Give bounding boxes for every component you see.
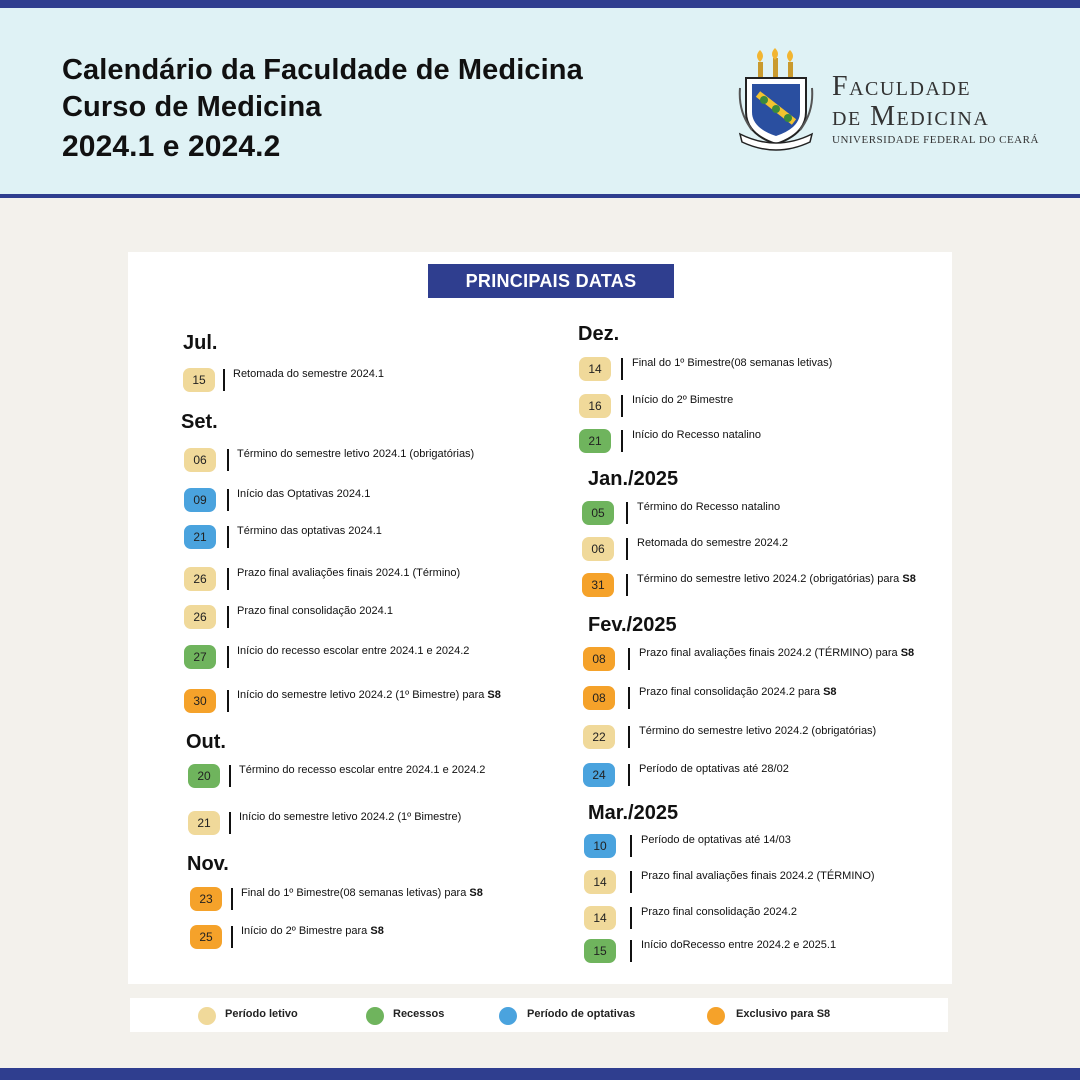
date-badge: 23 (190, 887, 222, 911)
title-line-2: Curso de Medicina (62, 91, 322, 123)
event-description: Início do Recesso natalino (632, 429, 762, 441)
faculty-logo-text (832, 72, 1039, 146)
event-description: Período de optativas até 28/02 (639, 763, 789, 775)
event-divider (227, 526, 229, 548)
date-badge: 14 (584, 870, 616, 894)
event-divider (227, 606, 229, 628)
date-badge: 08 (583, 686, 615, 710)
event-audience-tag: S8 (902, 573, 916, 585)
month-heading-fev: Fev./2025 (588, 614, 677, 636)
date-badge: 24 (583, 763, 615, 787)
event-description: Prazo final avaliações finais 2024.2 (TÉRMINO) (641, 870, 875, 882)
logo-line-2: de Medicina (832, 101, 990, 132)
month-heading-mar: Mar./2025 (588, 802, 679, 824)
date-badge: 08 (583, 647, 615, 671)
page-title (62, 52, 583, 165)
month-heading-jul: Jul. (183, 332, 218, 354)
event-description: Término do Recesso natalino (637, 501, 781, 513)
date-badge: 15 (183, 368, 215, 392)
event-description: Prazo final avaliações finais 2024.2 (TÉRMINO) para S8 (639, 647, 915, 659)
faculty-emblem-icon (736, 48, 816, 154)
event-divider (229, 812, 231, 834)
event-description: Início das Optativas 2024.1 (237, 488, 371, 500)
logo-line-1: Faculdade (832, 71, 972, 102)
legend-letivo-dot-icon (198, 1007, 216, 1025)
event-audience-tag: S8 (487, 689, 501, 701)
month-heading-jan: Jan./2025 (588, 468, 679, 490)
date-badge: 06 (184, 448, 216, 472)
legend-s8-dot-icon (707, 1007, 725, 1025)
date-badge: 21 (579, 429, 611, 453)
event-divider (621, 395, 623, 417)
event-description: Prazo final avaliações finais 2024.1 (Término) (237, 567, 461, 579)
event-divider (628, 764, 630, 786)
bottom-accent-bar (0, 1068, 1080, 1080)
event-divider (626, 502, 628, 524)
date-badge: 27 (184, 645, 216, 669)
legend-optativas-dot-icon (499, 1007, 517, 1025)
logo-line-3: UNIVERSIDADE FEDERAL DO CEARÁ (832, 134, 1039, 146)
event-divider (223, 369, 225, 391)
event-divider (628, 648, 630, 670)
event-description: Prazo final consolidação 2024.2 (641, 906, 797, 918)
event-divider (227, 449, 229, 471)
event-description: Retomada do semestre 2024.2 (637, 537, 789, 549)
month-heading-nov: Nov. (187, 853, 229, 875)
date-badge: 20 (188, 764, 220, 788)
date-badge: 10 (584, 834, 616, 858)
event-description: Início do recesso escolar entre 2024.1 e 2024.2 (237, 645, 470, 657)
event-description: Início do semestre letivo 2024.2 (1º Bimestre) para S8 (237, 689, 501, 701)
event-divider (630, 871, 632, 893)
event-description: Prazo final consolidação 2024.1 (237, 605, 393, 617)
date-badge: 31 (582, 573, 614, 597)
event-description: Término do semestre letivo 2024.1 (obrigatórias) (237, 448, 475, 460)
event-audience-tag: S8 (823, 686, 837, 698)
event-description: Início doRecesso entre 2024.2 e 2025.1 (641, 939, 837, 951)
event-divider (227, 568, 229, 590)
legend-recessos-dot-icon (366, 1007, 384, 1025)
page-header (0, 8, 1080, 198)
event-divider (227, 690, 229, 712)
date-badge: 26 (184, 567, 216, 591)
date-badge: 21 (188, 811, 220, 835)
date-badge: 09 (184, 488, 216, 512)
section-title: PRINCIPAIS DATAS (428, 264, 674, 298)
event-audience-tag: S8 (370, 925, 384, 937)
event-description: Término do recesso escolar entre 2024.1 e 2024.2 (239, 764, 486, 776)
legend-letivo-label: Período letivo (225, 1008, 298, 1020)
month-heading-out: Out. (186, 731, 226, 753)
event-divider (229, 765, 231, 787)
legend-optativas-label: Período de optativas (527, 1008, 636, 1020)
event-description: Final do 1º Bimestre(08 semanas letivas) (632, 357, 833, 369)
event-divider (231, 926, 233, 948)
date-badge: 16 (579, 394, 611, 418)
date-badge: 14 (579, 357, 611, 381)
event-divider (231, 888, 233, 910)
date-badge: 22 (583, 725, 615, 749)
date-badge: 21 (184, 525, 216, 549)
event-description: Término do semestre letivo 2024.2 (obrigatórias) (639, 725, 877, 737)
month-heading-set: Set. (181, 411, 218, 433)
date-badge: 30 (184, 689, 216, 713)
event-divider (626, 574, 628, 596)
date-badge: 14 (584, 906, 616, 930)
legend-recessos-label: Recessos (393, 1008, 445, 1020)
event-divider (628, 726, 630, 748)
event-divider (630, 907, 632, 929)
event-divider (621, 430, 623, 452)
date-badge: 26 (184, 605, 216, 629)
event-description: Início do semestre letivo 2024.2 (1º Bimestre) (239, 811, 462, 823)
event-divider (628, 687, 630, 709)
event-divider (227, 489, 229, 511)
event-divider (626, 538, 628, 560)
date-badge: 15 (584, 939, 616, 963)
event-audience-tag: S8 (900, 647, 915, 659)
title-line-3: 2024.1 e 2024.2 (62, 130, 281, 163)
event-divider (630, 835, 632, 857)
event-description: Retomada do semestre 2024.1 (233, 368, 385, 380)
event-divider (621, 358, 623, 380)
date-badge: 25 (190, 925, 222, 949)
event-divider (630, 940, 632, 962)
event-description: Prazo final consolidação 2024.2 para S8 (639, 686, 837, 698)
date-badge: 06 (582, 537, 614, 561)
date-badge: 05 (582, 501, 614, 525)
event-description: Início do 2º Bimestre para S8 (241, 925, 384, 937)
top-accent-bar (0, 0, 1080, 8)
title-line-1: Calendário da Faculdade de Medicina (62, 54, 583, 86)
event-divider (227, 646, 229, 668)
event-description: Final do 1º Bimestre(08 semanas letivas) para S8 (241, 887, 483, 899)
event-audience-tag: S8 (469, 887, 483, 899)
event-description: Início do 2º Bimestre (632, 394, 734, 406)
event-description: Término das optativas 2024.1 (237, 525, 382, 537)
event-description: Período de optativas até 14/03 (641, 834, 791, 846)
event-description: Término do semestre letivo 2024.2 (obrigatórias) para S8 (637, 573, 916, 585)
legend-s8-label: Exclusivo para S8 (736, 1008, 831, 1020)
month-heading-dez: Dez. (578, 323, 620, 345)
